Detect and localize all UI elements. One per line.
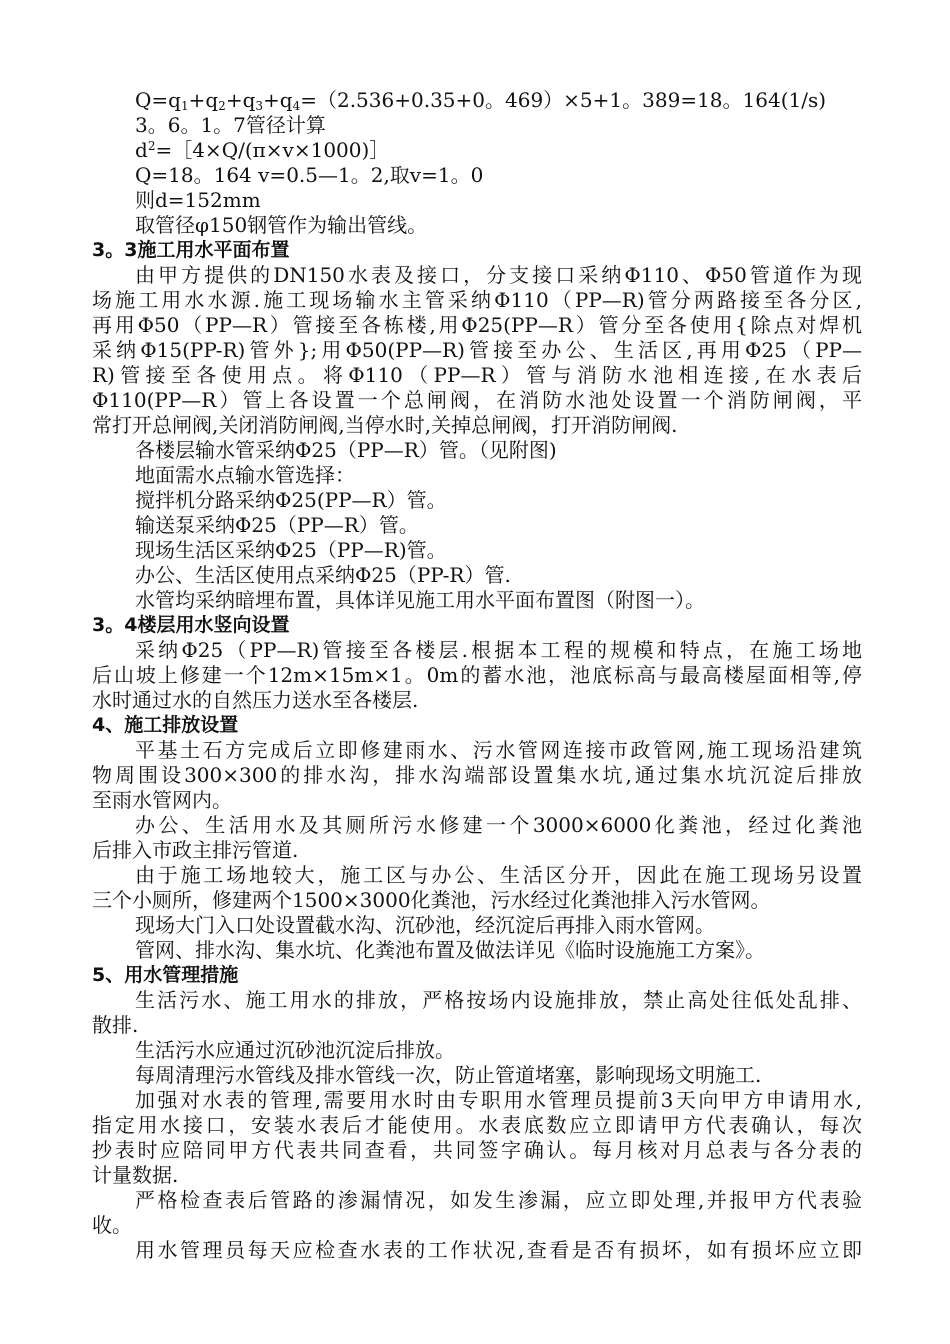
paragraph-line: 收。 [92, 1213, 132, 1237]
paragraph-line: 散排. [92, 1013, 139, 1037]
paragraph-line: 再用Φ50（PP—R）管接至各栋楼,用Φ25(PP—R）管分至各使用{除点对焊机 [92, 313, 862, 337]
paragraph-line: Φ110(PP—R）管上各设置一个总闸阀，在消防水池处设置一个消防闸阀，平 [92, 388, 862, 412]
formula-q: $Q=q_1+q_2+q_3+q_4=(2.536+0.35+0$。469）×5+1。389=18。164(1/s) [135, 88, 827, 113]
d-result-line: 则d=152mm [135, 188, 261, 212]
paragraph-line: 指定用水接口，安装水表后才能使用。水表底数应立即请甲方代表确认，每次 [92, 1113, 862, 1137]
paragraph-line: 由甲方提供的DN150水表及接口，分支接口采纳Φ110、Φ50管道作为现 [135, 263, 862, 287]
paragraph-line: 后山坡上修建一个12m×15m×1。0m的蓄水池，池底标高与最高楼屋面相等,停 [92, 663, 862, 687]
section-heading-3-3: 3。3施工用水平面布置 [92, 239, 290, 261]
paragraph-line: 管网、排水沟、集水坑、化粪池布置及做法详见《临时设施施工方案》。 [135, 938, 765, 962]
mixer-line: 搅拌机分路采纳Φ25(PP—R）管。 [135, 488, 447, 512]
q-value-line: Q=18。164 v=0.5—1。2,取v=1。0 [135, 163, 484, 187]
hidden-pipe-line: 水管均采纳暗埋布置，具体详见施工用水平面布置图（附图一）。 [135, 588, 705, 612]
section-heading-5: 5、用水管理措施 [92, 964, 239, 986]
paragraph-line: 计量数据. [92, 1163, 179, 1187]
paragraph-line: R)管接至各使用点。将Φ110（PP—R）管与消防水池相连接,在水表后 [92, 363, 862, 387]
paragraph-line: 三个小厕所，修建两个1500×3000化粪池，污水经过化粪池排入污水管网。 [92, 888, 771, 912]
paragraph-line: 采纳Φ25（PP—R)管接至各楼层.根据本工程的规模和特点，在施工场地 [135, 638, 862, 662]
paragraph-line: 生活污水应通过沉砂池沉淀后排放。 [135, 1038, 455, 1062]
living-line: 现场生活区采纳Φ25（PP—R)管。 [135, 538, 447, 562]
paragraph-line: 用水管理员每天应检查水表的工作状况,查看是否有损坏，如有损坏应立即 [135, 1238, 862, 1262]
paragraph-line: 办公、生活用水及其厕所污水修建一个3000×6000化粪池，经过化粪池 [135, 813, 862, 837]
pump-line: 输送泵采纳Φ25（PP—R）管。 [135, 513, 419, 537]
paragraph-line: 至雨水管网内。 [92, 788, 232, 812]
paragraph-line: 常打开总闸阀,关闭消防闸阀,当停水时,关掉总闸阀，打开消防闸阀. [92, 413, 678, 437]
pipe-choice-line: 取管径φ150钢管作为输出管线。 [135, 213, 428, 237]
ground-title-line: 地面需水点输水管选择： [135, 463, 355, 487]
paragraph-line: 严格检查表后管路的渗漏情况，如发生渗漏，应立即处理,并报甲方代表验 [135, 1188, 862, 1212]
paragraph-line: 采纳Φ15(PP-R)管外};用Φ50(PP—R)管接至办公、生活区,再用Φ25（PP— [92, 338, 862, 362]
paragraph-line: 水时通过水的自然压力送水至各楼层. [92, 688, 419, 712]
office-line: 办公、生活区使用点采纳Φ25（PP-R）管. [135, 563, 511, 587]
paragraph-line: 抄表时应陪同甲方代表共同查看，共同签字确认。每月核对月总表与各分表的 [92, 1138, 862, 1162]
paragraph-line: 平基土石方完成后立即修建雨水、污水管网连接市政管网,施工现场沿建筑 [135, 738, 862, 762]
pipe-calc-title: 3。6。1。7管径计算 [135, 113, 326, 137]
paragraph-line: 后排入市政主排污管道. [92, 838, 299, 862]
section-heading-3-4: 3。4楼层用水竖向设置 [92, 614, 290, 636]
paragraph-line: 由于施工场地较大，施工区与办公、生活区分开，因此在施工现场另设置 [135, 863, 862, 887]
formula-d: $d^2=[4\times Q/(\pi\times v\times 1000)]$ [135, 138, 390, 162]
paragraph-line: 每周清理污水管线及排水管线一次，防止管道堵塞，影响现场文明施工. [135, 1063, 762, 1087]
section-heading-4: 4、施工排放设置 [92, 714, 239, 736]
paragraph-line: 加强对水表的管理,需要用水时由专职用水管理员提前3天向甲方申请用水, [135, 1088, 862, 1112]
paragraph-line: 生活污水、施工用水的排放，严格按场内设施排放，禁止高处往低处乱排、 [135, 988, 862, 1012]
paragraph-line: 场施工用水水源.施工现场输水主管采纳Φ110（PP—R)管分两路接至各分区, [92, 288, 862, 312]
paragraph-line: 现场大门入口处设置截水沟、沉砂池，经沉淀后再排入雨水管网。 [135, 913, 715, 937]
floors-pipe-line: 各楼层输水管采纳Φ25（PP—R）管。（见附图) [135, 438, 557, 462]
paragraph-line: 物周围设300×300的排水沟，排水沟端部设置集水坑,通过集水坑沉淀后排放 [92, 763, 862, 787]
